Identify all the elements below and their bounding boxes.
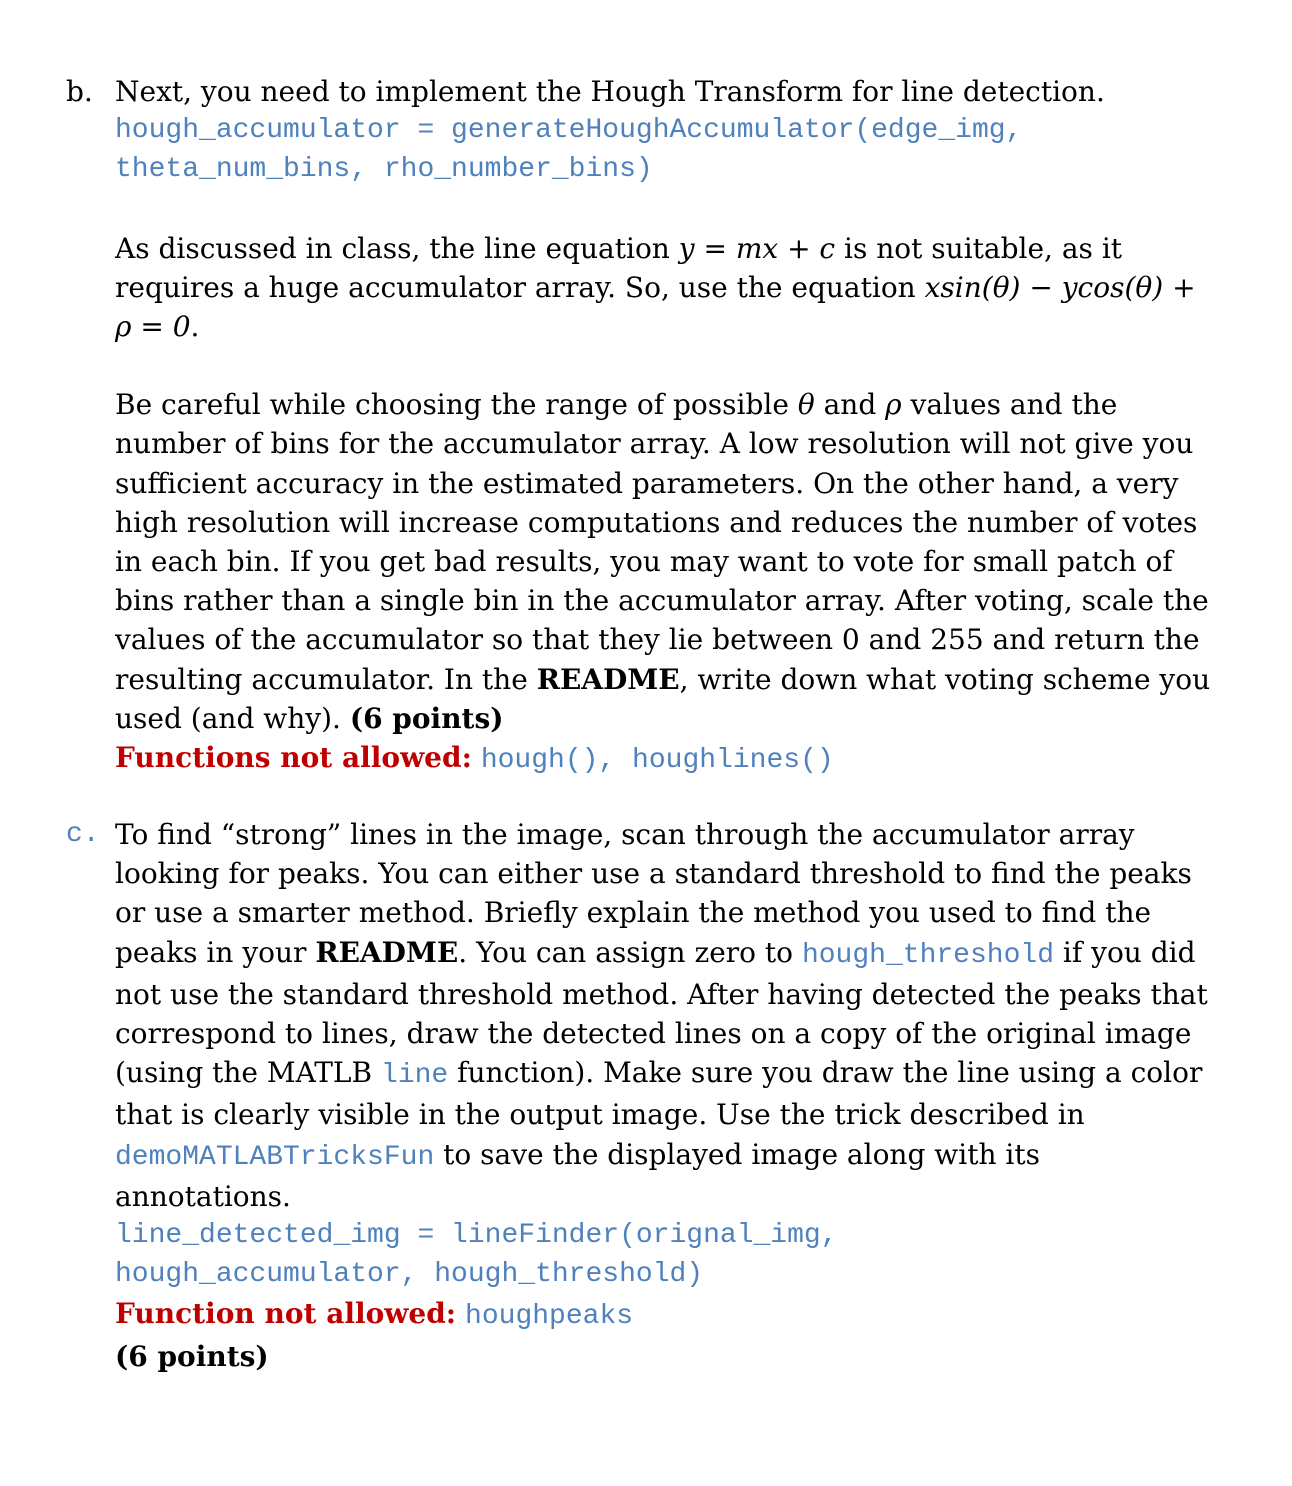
para2-and: and (823, 388, 877, 422)
section-c-body (115, 815, 1215, 1376)
section-b-body (115, 72, 1215, 780)
section-c-code-line-2: hough_accumulator, hough_threshold) (115, 1259, 704, 1291)
rho-symbol: ρ (885, 388, 902, 422)
readme-bold: README (536, 662, 680, 696)
demo-tricks-code: demoMATLABTricksFun (115, 1141, 435, 1173)
section-b-points: (6 points) (349, 701, 504, 735)
c-text-d: function). Make sure you draw the line using a color that is clearly visible in the output image. Use the trick described in (115, 1056, 1203, 1132)
hough-threshold-code: hough_threshold (801, 939, 1054, 971)
hough-equation: xsin(θ) − ycos(θ) + ρ = 0 (115, 270, 1196, 344)
para2-text-b: values and the number of bins for the accumulator array. A low resolution will not give you sufficient accuracy in the estimated parameters. On the other hand, a very high resolution will increase computations and reduces the number of votes in each bin. If you get bad results, you may want to vote for small patch of bins rather than a single bin in the accumulator array. After voting, scale the values of the accumulator so that they lie between 0 and 255 and return the resulting accumulator. In the (115, 388, 1209, 696)
line-function-code: line (381, 1060, 449, 1092)
section-c-points: (6 points) (115, 1339, 269, 1373)
section-b-code-line-1: hough_accumulator = generateHoughAccumulator(edge_img, (115, 115, 1023, 147)
c-readme-bold: README (315, 935, 459, 969)
section-c-paragraph (115, 815, 1215, 1216)
para1-text-a: As discussed in class, the line equation (115, 231, 670, 265)
section-b-code-line-2: theta_num_bins, rho_number_bins) (115, 154, 653, 186)
section-b-marker: b. (66, 75, 93, 108)
not-allowed-functions: hough(), houghlines() (480, 745, 834, 777)
c-text-a: To find “strong” lines in the image, scan through the accumulator array looking for peaks. You can either use a standard threshold to find the peaks or use a smarter method. Briefly explain the method you used to find the peaks in your (115, 818, 1192, 969)
c-not-allowed-label: Function not allowed: (115, 1297, 457, 1331)
para1-text-b: is not suitable, as it requires a huge accumulator array. So, use the equation (115, 231, 1123, 304)
c-text-b: . You can assign zero to (458, 935, 794, 969)
section-b-not-allowed (115, 738, 1215, 780)
not-allowed-label: Functions not allowed: (115, 741, 472, 775)
para2-text-a: Be careful while choosing the range of possible (115, 388, 789, 422)
para1-text-c: . (190, 310, 200, 344)
section-c-marker: c. (66, 819, 100, 850)
theta-symbol: θ (797, 388, 815, 422)
section-c-not-allowed (115, 1294, 1215, 1336)
c-not-allowed-function: houghpeaks (465, 1301, 634, 1333)
c-text-c: if you did not use the standard threshold method. After having detected the peaks that correspond to lines, draw the detected lines on a copy of the original image (using the MATLB (115, 935, 1208, 1090)
para2-text-c: , write down what voting scheme you used (and why). (115, 662, 1211, 735)
section-b-intro: Next, you need to implement the Hough Transform for line detection. (115, 75, 1105, 108)
section-b-paragraph-1 (115, 229, 1215, 347)
line-equation: y = mx + c (678, 231, 836, 265)
section-c-code-line-1: line_detected_img = lineFinder(orignal_img, (115, 1220, 838, 1252)
section-b-paragraph-2 (115, 385, 1215, 738)
c-text-e: to save the displayed image along with its annotations. (115, 1137, 1040, 1213)
